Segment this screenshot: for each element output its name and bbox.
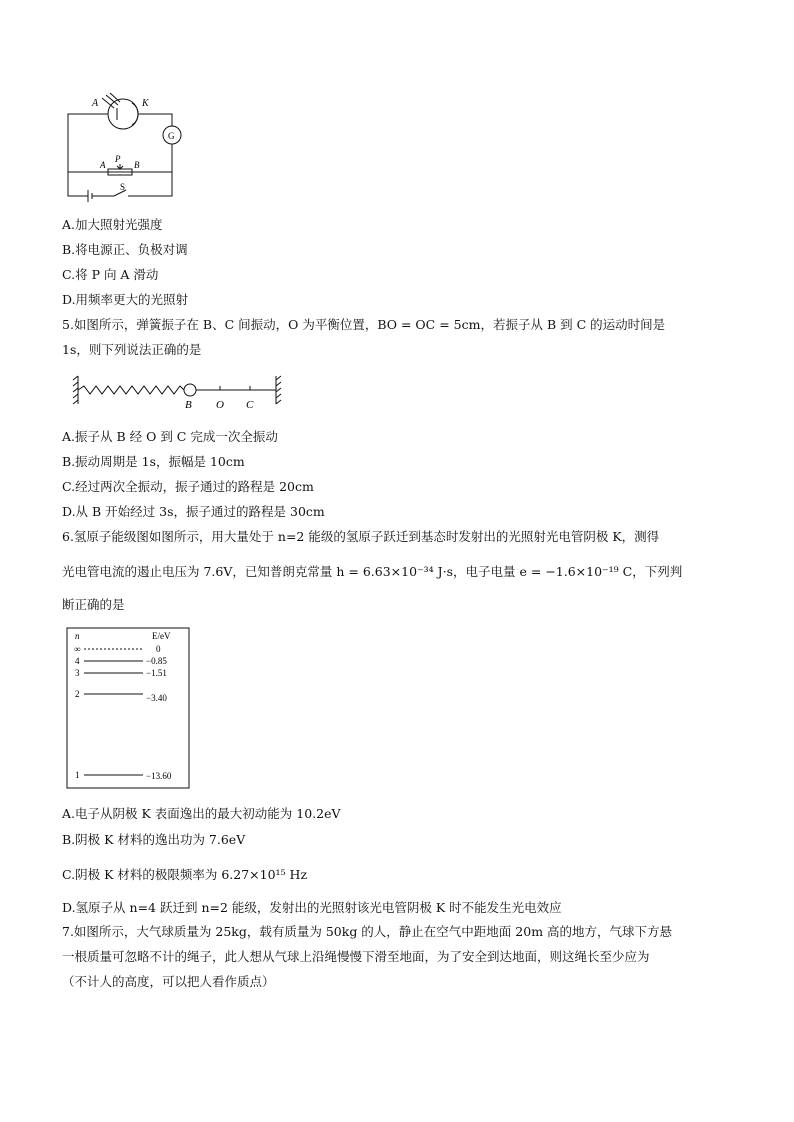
level-e-1: −13.60 bbox=[146, 771, 172, 781]
label-O: O bbox=[216, 399, 224, 411]
energy-level-diagram bbox=[66, 627, 192, 791]
q4-option-a: A.加大照射光强度 bbox=[62, 217, 163, 232]
q6-stem-line-2: 光电管电流的遏止电压为 7.6V，已知普朗克常量 h = 6.63×10⁻³⁴ J·s，电子电量 e = −1.6×10⁻¹⁹ C，下列判 bbox=[62, 564, 683, 579]
q6-option-c: C.阴极 K 材料的极限频率为 6.27×10¹⁵ Hz bbox=[62, 867, 308, 882]
level-n-1: 1 bbox=[75, 770, 80, 780]
q6-option-a: A.电子从阴极 K 表面逸出的最大初动能为 10.2eV bbox=[62, 806, 341, 821]
label-G: G bbox=[168, 131, 175, 141]
label-C: C bbox=[246, 399, 254, 411]
label-K: K bbox=[142, 98, 149, 109]
q5-stem-line-2: 1s，则下列说法正确的是 bbox=[62, 342, 202, 357]
level-n-4: 4 bbox=[75, 656, 80, 666]
q7-stem-line-2: 一根质量可忽略不计的绳子，此人想从气球上沿绳慢慢下滑至地面，为了安全到达地面，则这绳长至少应为 bbox=[62, 949, 650, 964]
q6-option-b: B.阴极 K 材料的逸出功为 7.6eV bbox=[62, 832, 246, 847]
level-e-2: −3.40 bbox=[146, 693, 167, 703]
q7-stem-line-1: 7.如图所示，大气球质量为 25kg，载有质量为 50kg 的人，静止在空气中距地面 20m 高的地方，气球下方悬 bbox=[62, 924, 673, 939]
label-A-rheostat: A bbox=[100, 160, 106, 170]
q6-stem-line-3: 断正确的是 bbox=[62, 597, 125, 612]
q7-stem-line-3: （不计人的高度，可以把人看作质点） bbox=[62, 974, 275, 989]
label-S: S bbox=[120, 182, 126, 192]
label-B-rheostat: B bbox=[134, 160, 140, 170]
q4-option-b: B.将电源正、负极对调 bbox=[62, 242, 188, 257]
label-A-tube: A bbox=[92, 98, 99, 109]
q6-option-d: D.氢原子从 n=4 跃迁到 n=2 能级，发射出的光照射该光电管阴极 K 时不能发生光电效应 bbox=[62, 900, 562, 915]
q5-option-a: A.振子从 B 经 O 到 C 完成一次全振动 bbox=[62, 429, 278, 444]
q6-stem-line-1: 6.氢原子能级图如图所示，用大量处于 n=2 能级的氢原子跃迁到基态时发射出的光照射光电管阴极 K，测得 bbox=[62, 529, 660, 544]
photoelectric-circuit-figure bbox=[62, 92, 188, 204]
header-energy: E/eV bbox=[152, 631, 171, 641]
label-P: P bbox=[115, 154, 121, 164]
level-e-4: −0.85 bbox=[146, 656, 167, 666]
level-n-2: 2 bbox=[75, 689, 80, 699]
label-B: B bbox=[185, 399, 192, 411]
level-e-inf: 0 bbox=[156, 644, 161, 654]
q5-option-d: D.从 B 开始经过 3s，振子通过的路程是 30cm bbox=[62, 504, 325, 519]
header-n: n bbox=[75, 631, 80, 641]
level-n-inf: ∞ bbox=[74, 644, 81, 654]
level-n-3: 3 bbox=[75, 668, 80, 678]
q5-option-b: B.振动周期是 1s，振幅是 10cm bbox=[62, 454, 245, 469]
q4-option-d: D.用频率更大的光照射 bbox=[62, 292, 189, 307]
q5-option-c: C.经过两次全振动，振子通过的路程是 20cm bbox=[62, 479, 314, 494]
spring-oscillator-figure bbox=[70, 372, 290, 412]
q4-option-c: C.将 P 向 A 滑动 bbox=[62, 267, 159, 282]
q5-stem-line-1: 5.如图所示，弹簧振子在 B、C 间振动，O 为平衡位置，BO = OC = 5cm，若振子从 B 到 C 的运动时间是 bbox=[62, 317, 666, 332]
level-e-3: −1.51 bbox=[146, 668, 167, 678]
